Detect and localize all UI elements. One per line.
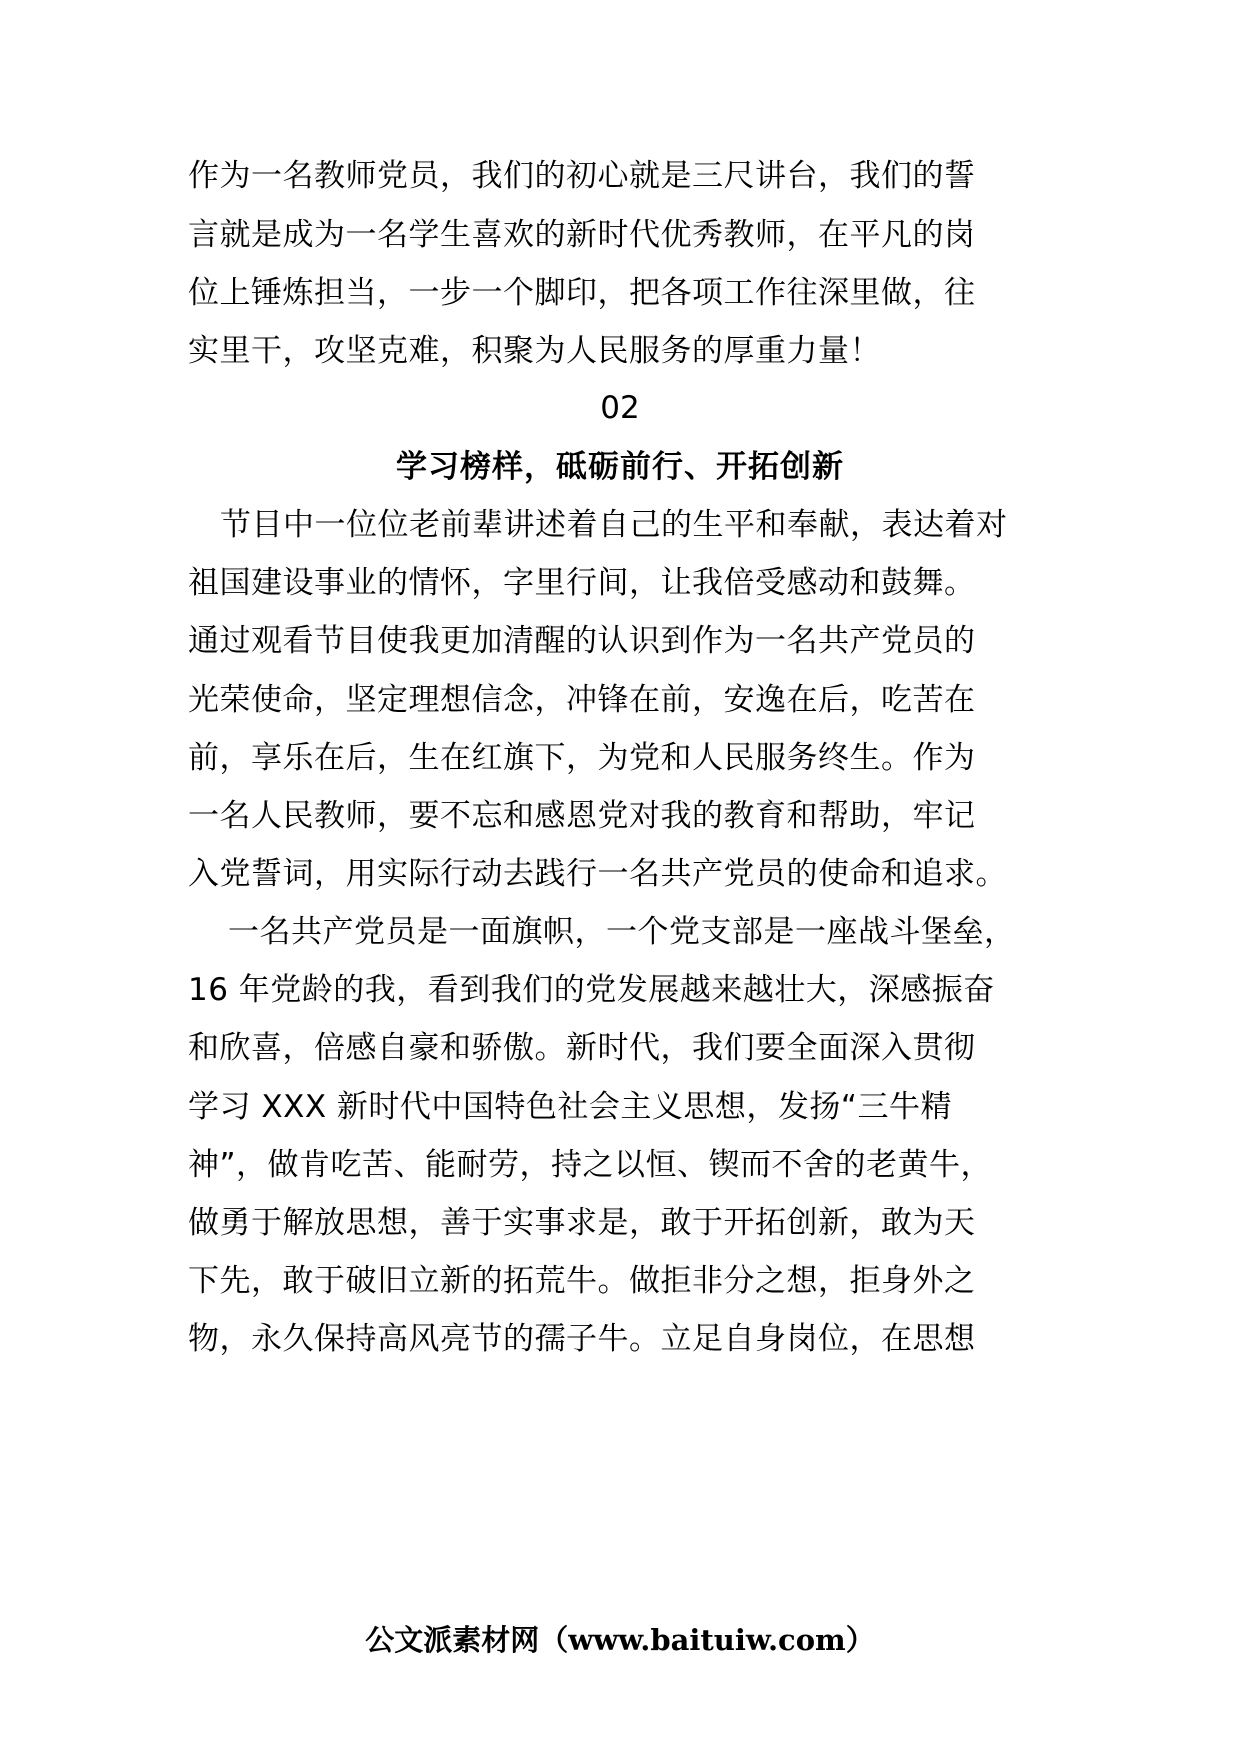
paragraph-2-line-6: 一名人民教师，要不忘和感恩党对我的教育和帮助，牢记	[188, 798, 976, 834]
paragraph-3-line-8: 物，永久保持高风亮节的孺子牛。立足自身岗位，在思想	[188, 1321, 976, 1357]
paragraph-3-line-2: 16 年党龄的我，看到我们的党发展越来越壮大，深感振奋	[188, 972, 995, 1008]
paragraph-3-line-3: 和欣喜，倍感自豪和骄傲。新时代，我们要全面深入贯彻	[188, 1030, 976, 1066]
paragraph-3-line-6: 做勇于解放思想，善于实事求是，敢于开拓创新，敢为天	[188, 1205, 976, 1241]
paragraph-2-line-5: 前，享乐在后，生在红旗下，为党和人民服务终生。作为	[188, 740, 976, 776]
paragraph-2-line-7: 入党誓词，用实际行动去践行一名共产党员的使命和追求。	[188, 856, 1007, 892]
paragraph-1-line-3: 位上锤炼担当，一步一个脚印，把各项工作往深里做，往	[188, 275, 976, 311]
footer-source: 公文派素材网（www.baituiw.com）	[365, 1623, 875, 1657]
paragraph-3-line-5: 神”，做肯吃苦、能耐劳，持之以恒、锲而不舍的老黄牛，	[188, 1147, 993, 1183]
paragraph-3-line-4: 学习 XXX 新时代中国特色社会主义思想，发扬“三牛精	[188, 1089, 952, 1125]
paragraph-2-line-3: 通过观看节目使我更加清醒的认识到作为一名共产党员的	[188, 623, 976, 659]
paragraph-1-line-2: 言就是成为一名学生喜欢的新时代优秀教师，在平凡的岗	[188, 217, 976, 253]
section-number: 02	[600, 390, 640, 426]
paragraph-3-line-1: 一名共产党员是一面旗帜，一个党支部是一座战斗堡垒，	[228, 914, 1016, 950]
paragraph-2-line-2: 祖国建设事业的情怀，字里行间，让我倍受感动和鼓舞。	[188, 565, 976, 601]
section-title: 学习榜样，砥砺前行、开拓创新	[396, 449, 844, 485]
paragraph-2-line-4: 光荣使命，坚定理想信念，冲锋在前，安逸在后，吃苦在	[188, 682, 976, 718]
paragraph-1-line-4: 实里干，攻坚克难，积聚为人民服务的厚重力量！	[188, 333, 881, 369]
paragraph-3-line-7: 下先，敢于破旧立新的拓荒牛。做拒非分之想，拒身外之	[188, 1263, 976, 1299]
paragraph-1-line-1: 作为一名教师党员，我们的初心就是三尺讲台，我们的誓	[188, 158, 976, 194]
paragraph-2-line-1: 节目中一位位老前辈讲述着自己的生平和奉献，表达着对	[220, 507, 1008, 543]
